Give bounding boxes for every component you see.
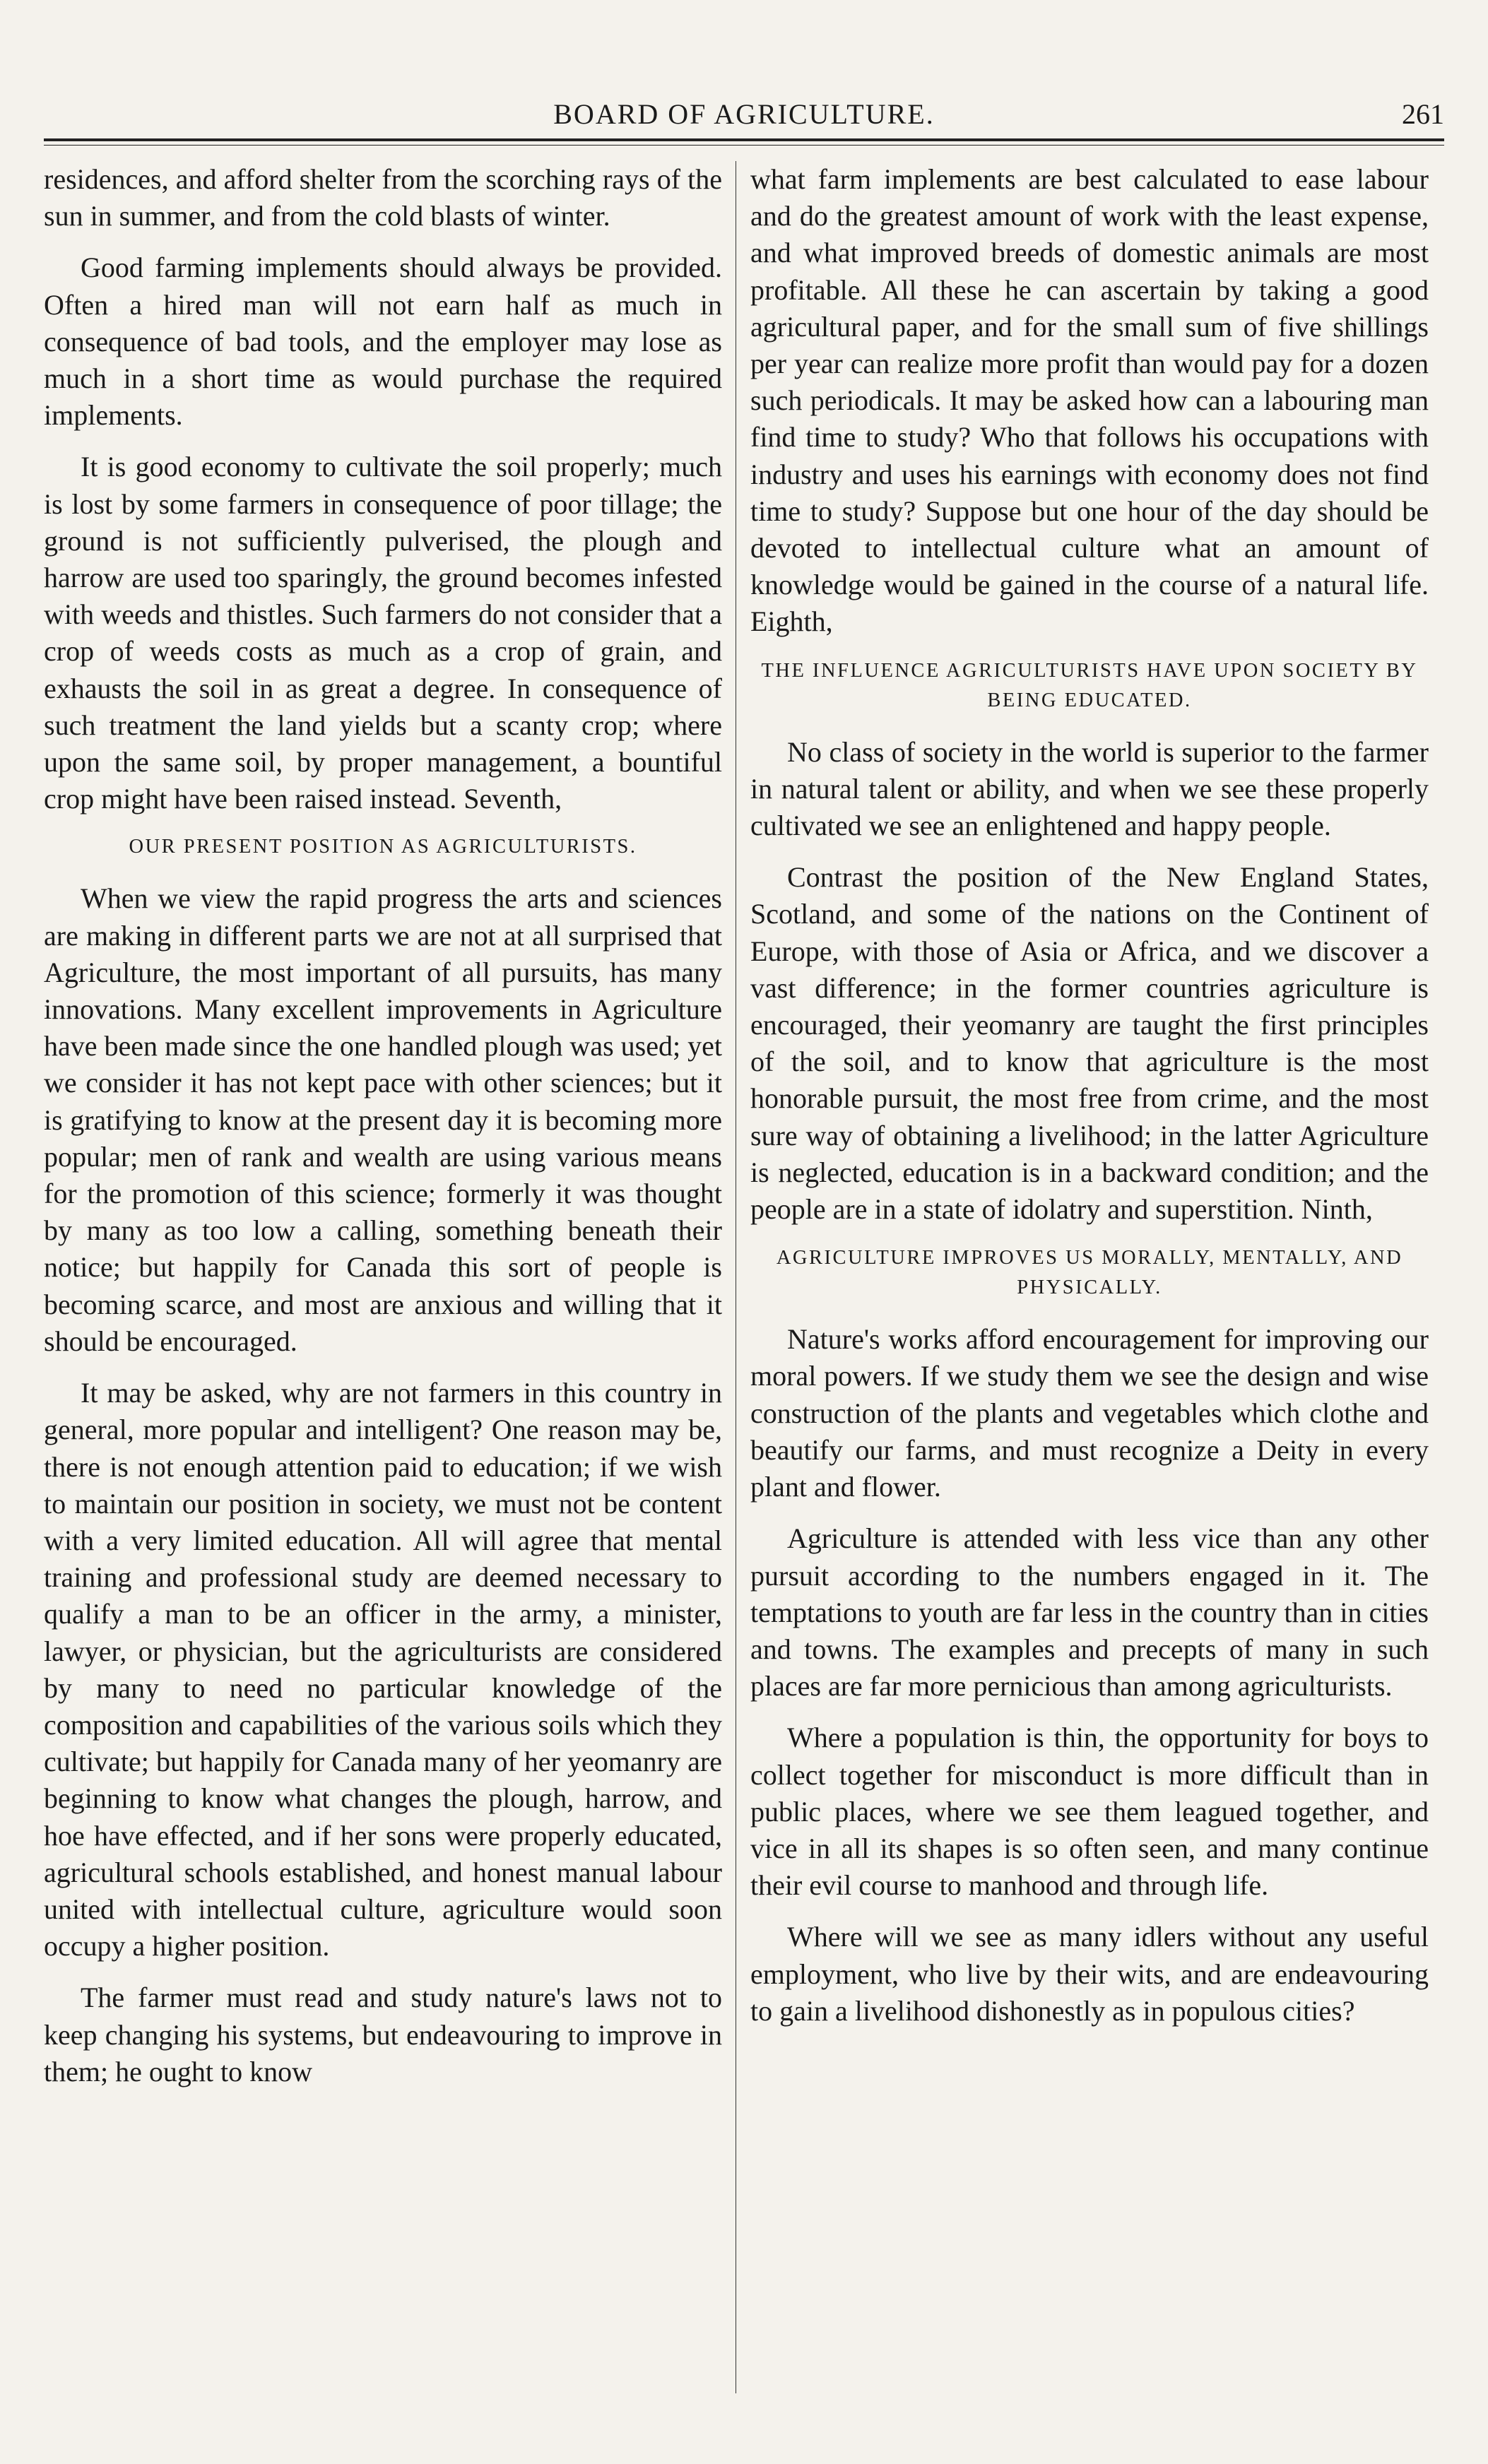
section-heading: AGRICULTURE IMPROVES US MORALLY, MENTALLY, AND PHYSICALLY.: [776, 1247, 1403, 1299]
page-number: 261: [1402, 98, 1444, 130]
paragraph: No class of society in the world is superior to the farmer in natural talent or ability, and when we see these properly cultivated we see an enlightened and happy people.: [750, 735, 1429, 842]
paragraph: Agriculture is attended with less vice than any other pursuit according to the numbers engaged in it. The temptations to youth are far less in the country than in cities and towns. The examples and precepts of many in such places are far more pernicious than among agriculturists.: [750, 1522, 1429, 1702]
paragraph: Where a population is thin, the opportunity for boys to collect together for misconduct is more difficult than in public places, where we see them leagued together, and vice in all its shapes is so often seen, and many continue their evil course to manhood and through life.: [750, 1722, 1429, 1902]
paragraph: The farmer must read and study nature's laws not to keep changing his systems, but endeavouring to improve in them; he ought to know: [44, 1982, 722, 2087]
left-column: [44, 161, 722, 2397]
running-title: BOARD OF AGRICULTURE.: [553, 98, 935, 130]
section-heading: OUR PRESENT POSITION AS AGRICULTURISTS.: [129, 836, 637, 858]
header-rule: [44, 138, 1444, 146]
paragraph: When we view the rapid progress the arts and sciences are making in different parts we are not at all surprised that Agriculture, the most important of all pursuits, has many innovations. Many excellent improvements in Agriculture have been made since the one handled plough was used; yet we consider it has not kept pace with other sciences; but it is gratifying to know at the present day it is becoming more popular; men of rank and wealth are using various means for the promotion of this science; formerly it was thought by many as too low a calling, something beneath their notice; but happily for Canada this sort of people is becoming scarce, and most are anxious and willing that it should be encouraged.: [44, 882, 722, 1357]
paragraph: It may be asked, why are not farmers in this country in general, more popular and intelligent? One reason may be, there is not enough attention paid to education; if we wish to maintain our position in society, we must not be content with a very limited education. All will agree that mental training and professional study are deemed necessary to qualify a man to be an officer in the army, a minister, lawyer, or physician, but the agriculturists are considered by many to need no particular knowledge of the composition and capabilities of the various soils which they cultivate; but happily for Canada many of her yeomanry are beginning to know what changes the plough, harrow, and hoe have effected, and if her sons were properly educated, agricultural schools established, and honest manual labour united with intellectual culture, agriculture would soon occupy a higher position.: [44, 1377, 722, 1962]
paragraph: It is good economy to cultivate the soil properly; much is lost by some farmers in consequence of poor tillage; the ground is not sufficiently pulverised, the plough and harrow are used too sparingly, the ground becomes infested with weeds and thistles. Such farmers do not consider that a crop of weeds costs as much as a crop of grain, and exhausts the soil in as great a degree. In consequence of such treatment the land yields but a scanty crop; where upon the same soil, by proper management, a bountiful crop might have been raised instead. Seventh,: [44, 451, 722, 815]
paragraph: Nature's works afford encouragement for improving our moral powers. If we study them we see the design and wise construction of the plants and vegetables which clothe and beautify our farms, and must recognize a Deity in every plant and flower.: [750, 1323, 1429, 1503]
paragraph: Good farming implements should always be provided. Often a hired man will not earn half as much in consequence of bad tools, and the employer may lose as much in a short time as would purchase the required implements.: [44, 251, 722, 432]
paragraph: Contrast the position of the New England States, Scotland, and some of the nations on the Continent of Europe, with those of Asia or Africa, and we discover a vast difference; in the former countries agriculture is encouraged, their yeomanry are taught the first principles of the soil, and to know that agriculture is the most honorable pursuit, the most free from crime, and the most sure way of obtaining a livelihood; in the latter Agriculture is neglected, education is in a backward condition; and the people are in a state of idolatry and superstition. Ninth,: [750, 861, 1429, 1226]
right-column: [750, 161, 1429, 2397]
section-heading: THE INFLUENCE AGRICULTURISTS HAVE UPON SOCIETY BY BEING EDUCATED.: [761, 659, 1418, 711]
paragraph: what farm implements are best calculated to ease labour and do the greatest amount of work with the least expense, and what improved breeds of domestic animals are most profitable. All these he can ascertain by taking a good agricultural paper, and for the small sum of five shillings per year can realize more profit than would pay for a dozen such periodicals. It may be asked how can a labouring man find time to study? Who that follows his occupations with industry and uses his earnings with economy does not find time to study? Suppose but one hour of the day should be devoted to intellectual culture what an amount of knowledge would be gained in the course of a natural life. Eighth,: [750, 163, 1429, 638]
paragraph: residences, and afford shelter from the scorching rays of the sun in summer, and from the cold blasts of winter.: [44, 163, 722, 232]
page-header: [44, 97, 1444, 140]
paragraph: Where will we see as many idlers without any useful employment, who live by their wits, and are endeavouring to gain a livelihood dishonestly as in populous cities?: [750, 1921, 1429, 2027]
